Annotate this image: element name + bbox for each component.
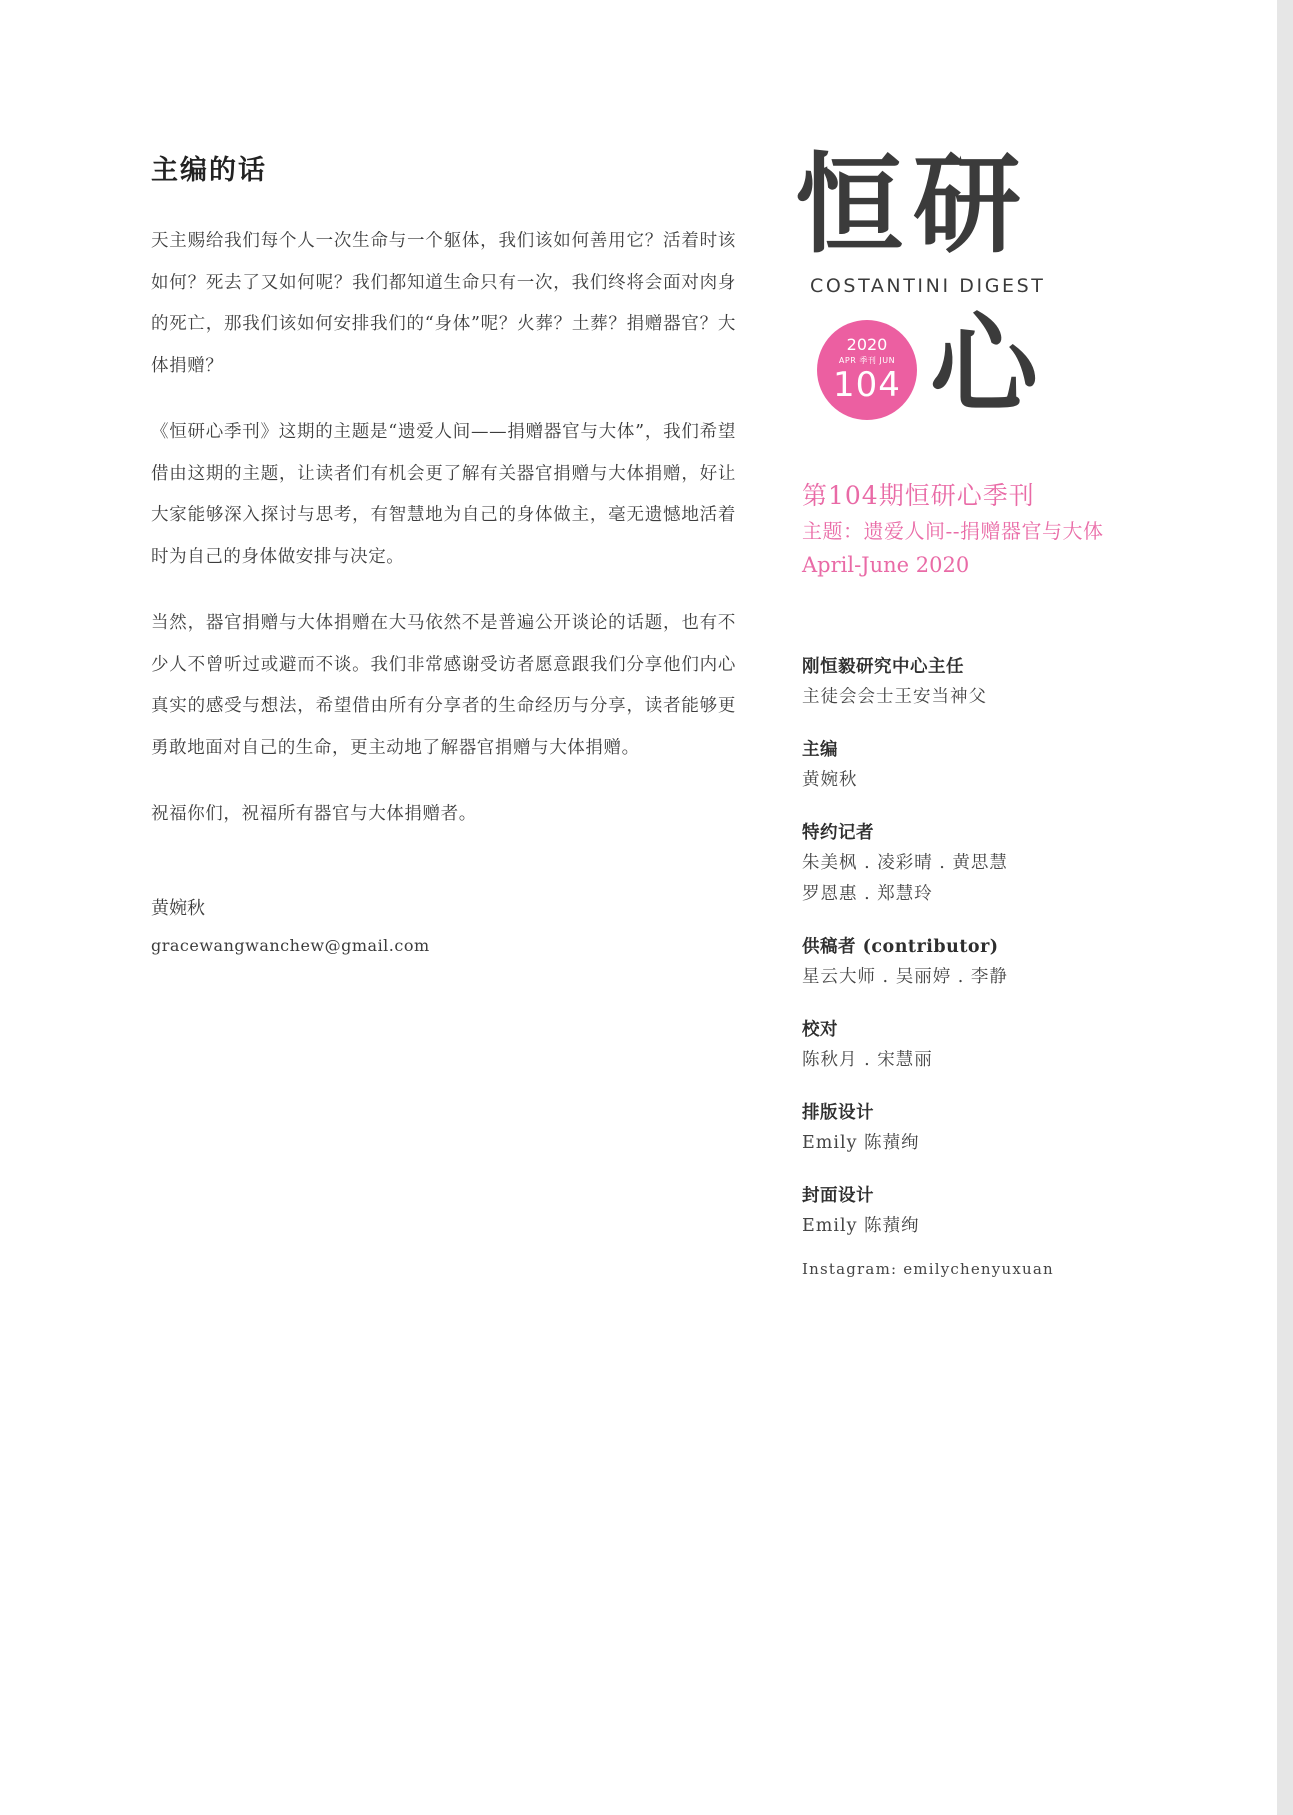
issue-date: April-June 2020 xyxy=(802,553,970,577)
logo-title-line1: 恒研 xyxy=(795,143,1032,268)
credit-name: 黄婉秋 xyxy=(802,770,858,790)
credit-role: 主编 xyxy=(802,740,838,760)
issue-info xyxy=(802,478,1162,582)
issue-badge xyxy=(817,320,917,420)
credit-name: 朱美枫 . 凌彩晴 . 黄思慧 xyxy=(802,853,1008,873)
credit-name: 主徒会会士王安当神父 xyxy=(802,687,987,707)
credit-block xyxy=(802,652,1162,713)
magazine-logo xyxy=(795,143,1055,428)
logo-subtitle: COSTANTINI DIGEST xyxy=(810,275,1046,297)
credit-block xyxy=(802,1181,1162,1242)
credit-role: 校对 xyxy=(802,1020,838,1040)
credit-role: 特约记者 xyxy=(802,823,874,843)
badge-issue-number: 104 xyxy=(833,365,901,405)
credit-block xyxy=(802,1098,1162,1159)
credit-name: Emily 陈蕷绚 xyxy=(802,1133,920,1153)
editor-signature: 黄婉秋 xyxy=(151,897,205,919)
editor-note-paragraph-4: 祝福你们，祝福所有器官与大体捐赠者。 xyxy=(151,804,477,824)
credit-role: 排版设计 xyxy=(802,1103,874,1123)
credit-name: Emily 陈蕷绚 xyxy=(802,1216,920,1236)
credit-role: 刚恒毅研究中心主任 xyxy=(802,657,964,677)
credits xyxy=(802,652,1162,1278)
credit-name: 罗恩惠 . 郑慧玲 xyxy=(802,884,933,904)
badge-season: APR 季刊 JUN xyxy=(838,356,896,365)
credit-role: 封面设计 xyxy=(802,1186,874,1206)
editor-note-heading: 主编的话 xyxy=(151,155,267,186)
credit-block xyxy=(802,1015,1162,1076)
instagram-handle[interactable]: Instagram: emilychenyuxuan xyxy=(802,1260,1054,1278)
issue-title: 第104期恒研心季刊 xyxy=(802,481,1035,510)
editor-note-paragraph-1: 天主赐给我们每个人一次生命与一个躯体，我们该如何善用它？活着时该如何？死去了又如何呢？我们都知道生命只有一次，我们终将会面对肉身的死亡，那我们该如何安排我们的“身体”呢？火葬？土葬？捐赠器官？大体捐赠？ xyxy=(151,231,736,376)
credit-name: 陈秋月 . 宋慧丽 xyxy=(802,1050,933,1070)
credit-name: 星云大师 . 吴丽婷 . 李静 xyxy=(802,967,1008,987)
credit-block xyxy=(802,735,1162,796)
page-edge xyxy=(1277,0,1293,1815)
editor-email[interactable]: gracewangwanchew@gmail.com xyxy=(151,935,430,955)
issue-theme: 主题：遗爱人间--捐赠器官与大体 xyxy=(802,519,1104,543)
credit-block xyxy=(802,932,1162,993)
editor-note-paragraph-2: 《恒研心季刊》这期的主题是“遗爱人间——捐赠器官与大体”，我们希望借由这期的主题，让读者们有机会更了解有关器官捐赠与大体捐赠，好让大家能够深入探讨与思考，有智慧地为自己的身体做主，毫无遗憾地活着时为自己的身体做安排与决定。 xyxy=(151,422,736,567)
editor-note-paragraph-3: 当然，器官捐赠与大体捐赠在大马依然不是普遍公开谈论的话题，也有不少人不曾听过或避而不谈。我们非常感谢受访者愿意跟我们分享他们内心真实的感受与想法，希望借由所有分享者的生命经历与分享，读者能够更勇敢地面对自己的生命，更主动地了解器官捐赠与大体捐赠。 xyxy=(151,613,736,758)
credit-block xyxy=(802,818,1162,910)
editor-note xyxy=(151,148,736,955)
logo-title-line2: 心 xyxy=(930,303,1039,428)
credit-role: 供稿者 (contributor) xyxy=(802,937,999,957)
badge-year: 2020 xyxy=(846,335,888,354)
